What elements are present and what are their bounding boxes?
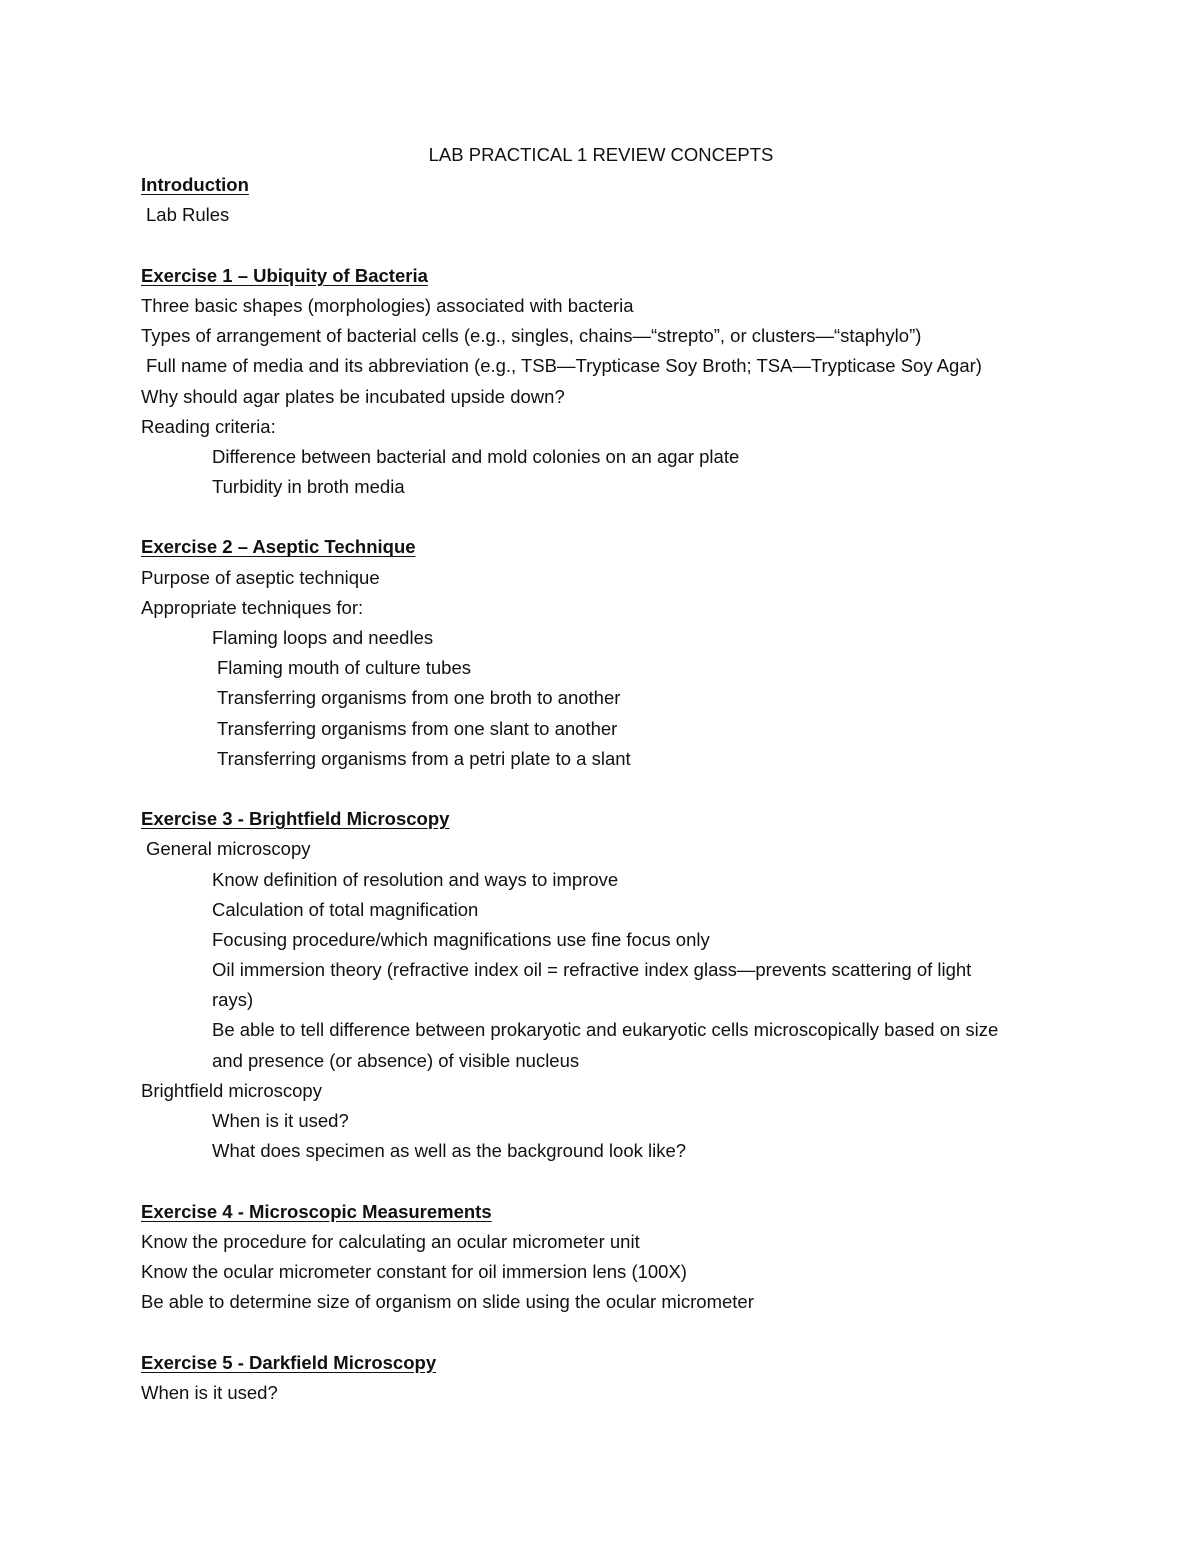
exercise-4-item: Be able to determine size of organism on slide using the ocular micrometer (141, 1291, 754, 1313)
exercise-3-general-item: rays) (212, 989, 254, 1011)
exercise-3-general-label: General microscopy (146, 838, 311, 860)
exercise-2-item: Appropriate techniques for: (141, 596, 364, 618)
introduction-item: Lab Rules (146, 204, 230, 226)
exercise-3-general-item: Calculation of total magnification (212, 898, 479, 920)
exercise-1-heading: Exercise 1 – Ubiquity of Bacteria (141, 264, 428, 286)
page-title-text: LAB PRACTICAL 1 REVIEW CONCEPTS (428, 144, 774, 165)
exercise-1-item: Full name of media and its abbreviation (e.g., TSB—Trypticase Soy Broth; TSA—Trypticase Soy Agar) (146, 355, 982, 377)
spacer (141, 1317, 1071, 1347)
exercise-3-heading: Exercise 3 - Brightfield Microscopy (141, 808, 450, 830)
exercise-2-heading: Exercise 2 – Aseptic Technique (141, 536, 416, 558)
exercise-4-item: Know the ocular micrometer constant for oil immersion lens (100X) (141, 1260, 687, 1282)
exercise-3-general-item: Focusing procedure/which magnifications use fine focus only (212, 928, 710, 950)
exercise-3-general-item: Know definition of resolution and ways to improve (212, 868, 619, 890)
exercise-1-item: Types of arrangement of bacterial cells (e.g., singles, chains—“strepto”, or clusters—“staphylo”) (141, 325, 922, 347)
exercise-2-subitem: Transferring organisms from a petri plate to a slant (217, 747, 631, 769)
exercise-4-heading: Exercise 4 - Microscopic Measurements (141, 1200, 492, 1222)
exercise-2-subitem: Transferring organisms from one slant to another (217, 717, 618, 739)
document-body (141, 140, 1071, 1408)
exercise-3-general-item: Be able to tell difference between prokaryotic and eukaryotic cells microscopically based on size (212, 1019, 999, 1041)
spacer (141, 502, 1071, 532)
page-title (141, 140, 1071, 170)
spacer (141, 231, 1071, 261)
exercise-2-subitem: Flaming mouth of culture tubes (217, 657, 471, 679)
exercise-2-item: Purpose of aseptic technique (141, 566, 380, 588)
exercise-5-item: When is it used? (141, 1381, 278, 1403)
exercise-1-subitem: Turbidity in broth media (212, 476, 405, 498)
exercise-3-brightfield-item: When is it used? (212, 1110, 349, 1131)
exercise-3-brightfield-item: What does specimen as well as the background look like? (212, 1140, 687, 1162)
exercise-3-general-item: and presence (or absence) of visible nucleus (212, 1049, 580, 1071)
exercise-1-item: Reading criteria: (141, 415, 276, 437)
exercise-4-item: Know the procedure for calculating an ocular micrometer unit (141, 1230, 640, 1252)
exercise-3-general-item: Oil immersion theory (refractive index oil = refractive index glass—prevents scattering of light (212, 959, 972, 981)
exercise-1-item: Why should agar plates be incubated upside down? (141, 385, 565, 407)
exercise-1-subitem: Difference between bacterial and mold colonies on an agar plate (212, 445, 740, 467)
spacer (141, 1166, 1071, 1196)
exercise-5-heading: Exercise 5 - Darkfield Microscopy (141, 1351, 437, 1373)
introduction-heading: Introduction (141, 174, 249, 196)
exercise-1-item: Three basic shapes (morphologies) associated with bacteria (141, 294, 634, 316)
exercise-3-brightfield-label: Brightfield microscopy (141, 1079, 322, 1101)
exercise-2-subitem: Transferring organisms from one broth to another (217, 687, 621, 709)
spacer (141, 774, 1071, 804)
exercise-2-subitem: Flaming loops and needles (212, 627, 434, 648)
